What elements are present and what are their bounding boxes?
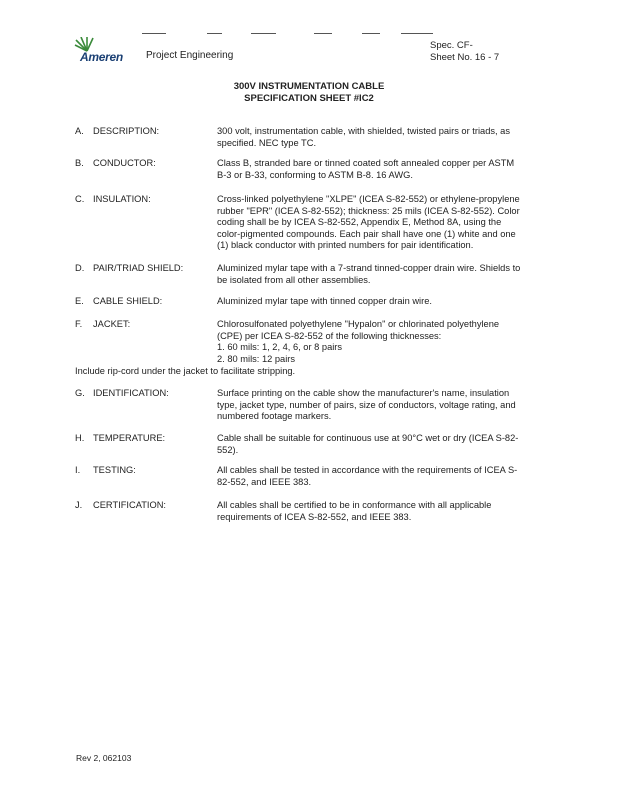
section-letter: E. <box>75 296 84 306</box>
section-label: INSULATION: <box>93 194 151 204</box>
section-label: IDENTIFICATION: <box>93 388 169 398</box>
text-line: 1. 60 mils: 1, 2, 4, 6, or 8 pairs <box>217 342 343 353</box>
department-label: Project Engineering <box>146 50 234 61</box>
section-letter: I. <box>75 465 81 475</box>
text-line: Surface printing on the cable show the manufacturer's name, insulation <box>217 388 510 398</box>
text-line: 552). <box>217 444 239 455</box>
logo-text: Ameren <box>80 50 123 64</box>
text-line: requirements of ICEA S-82-552, and IEEE 383. <box>217 511 412 522</box>
section-letter: G. <box>75 388 85 398</box>
section-label: TESTING: <box>93 465 136 475</box>
section-letter: B. <box>75 158 84 168</box>
section-text <box>217 388 547 423</box>
section-text <box>217 433 547 456</box>
text-line: Chlorosulfonated polyethylene "Hypalon" or chlorinated polyethylene <box>217 319 500 329</box>
section-label: PAIR/TRIAD SHIELD: <box>93 263 184 273</box>
text-line: Aluminized mylar tape with tinned copper drain wire. <box>217 296 432 306</box>
text-line: be isolated from all other assemblies. <box>217 274 371 285</box>
section-text <box>217 126 547 149</box>
sheet-number: Sheet No. 16 - 7 <box>430 52 500 63</box>
section-letter: H. <box>75 433 85 443</box>
text-line: Cable shall be suitable for continuous use at 90°C wet or dry (ICEA S-82- <box>217 433 519 443</box>
text-line: All cables shall be certified to be in conformance with all applicable <box>217 500 492 510</box>
section-text <box>217 263 547 286</box>
text-line: coding shall be by ICEA S-82-552, Appendix E, Method 8A, using the <box>217 217 502 228</box>
text-line: numbered footage markers. <box>217 411 332 422</box>
section-text <box>217 319 547 365</box>
spec-number-block <box>430 40 499 64</box>
text-line: specified. NEC type TC. <box>217 137 317 148</box>
jacket-note: Include rip-cord under the jacket to facilitate stripping. <box>75 366 296 376</box>
text-line: type, jacket type, number of pairs, size of conductors, voltage rating, and <box>217 399 516 410</box>
section-label: CABLE SHIELD: <box>93 296 163 306</box>
section-letter: J. <box>75 500 83 510</box>
section-text <box>217 296 547 308</box>
section-label: DESCRIPTION: <box>93 126 160 136</box>
header-rule-6 <box>401 33 433 34</box>
header-rule-4 <box>314 33 332 34</box>
header-rule-5 <box>362 33 380 34</box>
text-line: 82-552, and IEEE 383. <box>217 476 312 487</box>
text-line: Aluminized mylar tape with a 7-strand tinned-copper drain wire. Shields to <box>217 263 521 273</box>
header-rule-1 <box>142 33 166 34</box>
text-line: (1) black conductor with printed numbers for pair identification. <box>217 240 474 251</box>
section-letter: F. <box>75 319 83 329</box>
header-rule-3 <box>251 33 276 34</box>
text-line: Class B, stranded bare or tinned coated soft annealed copper per ASTM <box>217 158 515 168</box>
title-line-2: SPECIFICATION SHEET #IC2 <box>244 93 374 104</box>
text-line: rubber "EPR" (ICEA S-82-552); thickness: 25 mils (ICEA S-82-552). Color <box>217 205 520 216</box>
revision-footer: Rev 2, 062103 <box>76 753 132 763</box>
section-label: CONDUCTOR: <box>93 158 156 168</box>
header-rule-2 <box>207 33 222 34</box>
section-letter: A. <box>75 126 84 136</box>
title-line-1: 300V INSTRUMENTATION CABLE <box>233 81 385 92</box>
text-line: B-3 or B-33, conforming to ASTM B-8. 16 AWG. <box>217 169 413 180</box>
section-label: CERTIFICATION: <box>93 500 166 510</box>
section-label: JACKET: <box>93 319 131 329</box>
document-title <box>0 81 618 105</box>
text-line: All cables shall be tested in accordance with the requirements of ICEA S- <box>217 465 518 475</box>
section-text <box>217 500 547 523</box>
spec-number: Spec. CF- <box>430 40 473 51</box>
section-label: TEMPERATURE: <box>93 433 166 443</box>
section-letter: C. <box>75 194 85 204</box>
section-letter: D. <box>75 263 85 273</box>
section-text <box>217 194 547 252</box>
section-text <box>217 158 547 181</box>
text-line: 300 volt, instrumentation cable, with shielded, twisted pairs or triads, as <box>217 126 510 136</box>
section-text <box>217 465 547 488</box>
text-line: (CPE) per ICEA S-82-552 of the following thicknesses: <box>217 330 442 341</box>
text-line: color-pigmented compounds. Each pair shall have one (1) white and one <box>217 228 516 239</box>
text-line: Cross-linked polyethylene "XLPE" (ICEA S-82-552) or ethylene-propylene <box>217 194 520 204</box>
text-line: 2. 80 mils: 12 pairs <box>217 353 296 364</box>
